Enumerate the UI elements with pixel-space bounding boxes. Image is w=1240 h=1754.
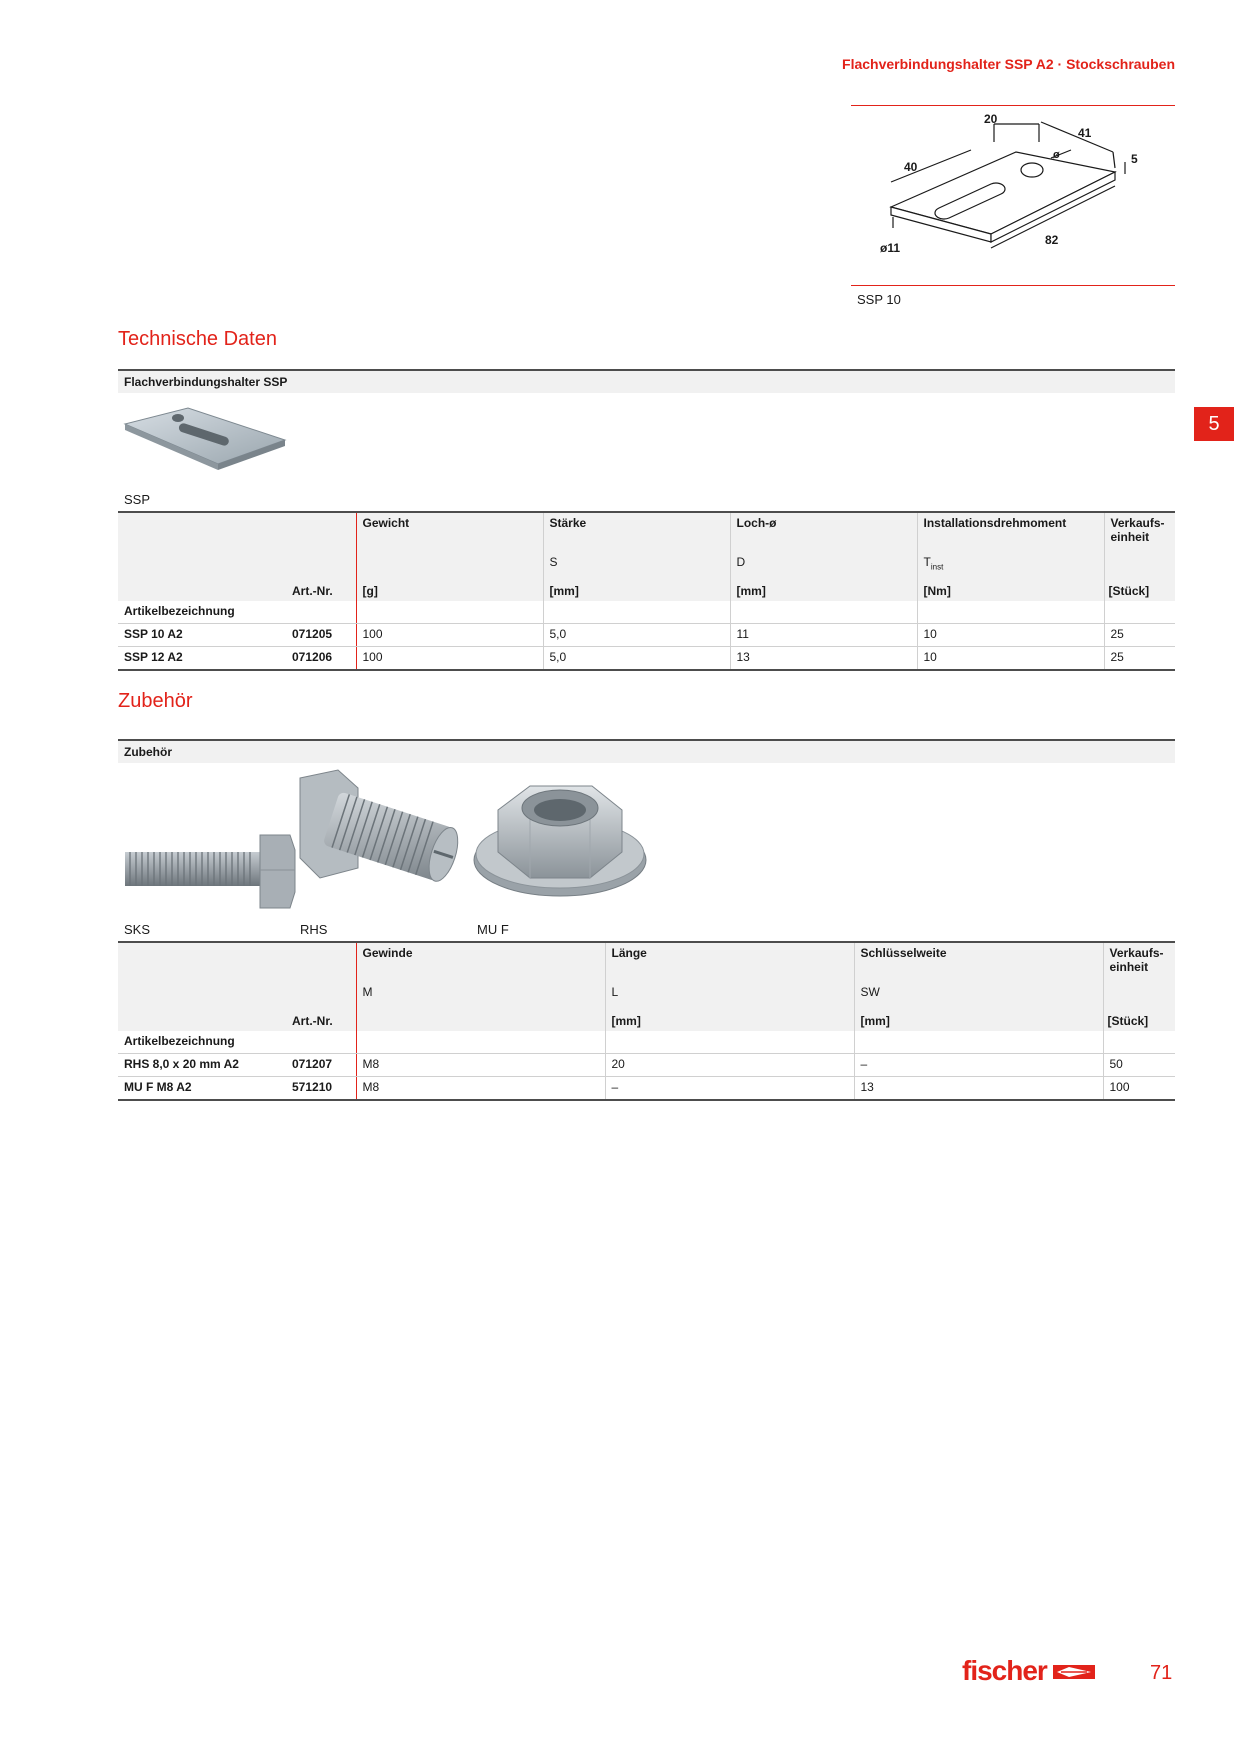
dim-label-slot: ø11 [880, 241, 901, 255]
dim-label-41: 41 [1078, 126, 1092, 140]
hdr-gewinde: Gewinde M [356, 942, 605, 1031]
ssp-technical-drawing [851, 112, 1175, 282]
drawing-caption: SSP 10 [857, 292, 901, 307]
ssp-product-image [120, 402, 290, 474]
sks-caption: SKS [124, 922, 151, 937]
hdr-empty [118, 942, 286, 1031]
muf-nut-image [470, 782, 650, 902]
acc-band [118, 739, 1175, 763]
hdr-verkaufseinheit: Verkaufs-einheit [Stück] [1104, 512, 1175, 601]
tech-band-title: Flachverbindungshalter SSP [124, 375, 288, 389]
dim-label-20: 20 [984, 112, 998, 126]
tech-header-row [118, 512, 1175, 601]
table-row: SSP 10 A2 071205 100 5,0 11 10 25 [118, 624, 1175, 647]
hdr-schluesselweite: Schlüsselweite SW [mm] [854, 942, 1103, 1031]
dim-label-hole: ø [1053, 149, 1060, 161]
hdr-gewicht: Gewicht [g] [356, 512, 543, 601]
page-header-title: Flachverbindungshalter SSP A2 · Stockschrauben [842, 56, 1175, 72]
fischer-logo: fischer [962, 1655, 1095, 1687]
page-number: 71 [1150, 1662, 1173, 1684]
ssp-caption: SSP [124, 492, 151, 507]
accessory-table [118, 941, 1175, 1101]
fischer-logo-mark [1053, 1661, 1095, 1683]
hdr-art-nr: Art.-Nr. [286, 942, 356, 1031]
table-row: MU F M8 A2 571210 M8 – 13 100 [118, 1077, 1175, 1101]
acc-label-row [118, 1031, 1175, 1054]
hdr-drehmoment: Installationsdrehmoment $T_{inst}$ [Nm] [917, 512, 1104, 601]
dim-label-5: 5 [1131, 152, 1138, 166]
hdr-staerke: Stärke S [mm] [543, 512, 730, 601]
dim-label-40: 40 [904, 160, 918, 174]
row-label: Artikelbezeichnung [118, 601, 286, 624]
hdr-empty [118, 512, 286, 601]
hdr-art-nr: Art.-Nr. [286, 512, 356, 601]
dim-label-82: 82 [1045, 233, 1059, 247]
section-title-zubehoer: Zubehör [118, 690, 193, 712]
chapter-tab[interactable]: 5 [1194, 407, 1234, 441]
drawing-bottom-rule [851, 285, 1175, 286]
table-row: RHS 8,0 x 20 mm A2 071207 M8 20 – 50 [118, 1054, 1175, 1077]
sks-bolt-image [120, 830, 300, 920]
tech-label-row [118, 601, 1175, 624]
rhs-caption: RHS [300, 922, 328, 937]
acc-band-title: Zubehör [124, 745, 172, 759]
hdr-lochd: Loch-ø D [mm] [730, 512, 917, 601]
drawing-top-rule [851, 105, 1175, 106]
tech-data-table [118, 511, 1175, 671]
table-row: SSP 12 A2 071206 100 5,0 13 10 25 [118, 647, 1175, 671]
section-title-tech: Technische Daten [118, 328, 277, 350]
hdr-laenge: Länge L [mm] [605, 942, 854, 1031]
row-label: Artikelbezeichnung [118, 1031, 286, 1054]
rhs-bolt-image [298, 768, 468, 908]
tech-band [118, 369, 1175, 393]
acc-header-row [118, 942, 1175, 1031]
hdr-verkaufseinheit: Verkaufs-einheit [Stück] [1103, 942, 1175, 1031]
muf-caption: MU F [477, 922, 509, 937]
